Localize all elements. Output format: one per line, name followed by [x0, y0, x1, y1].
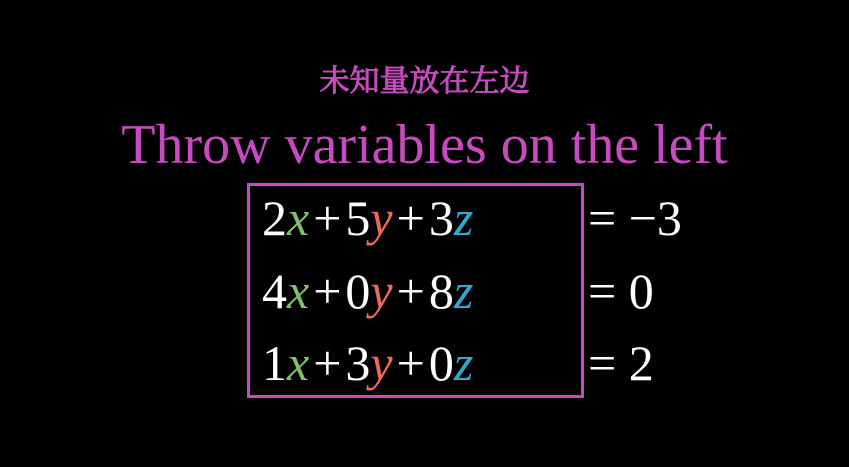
plus-sign: + [396, 263, 425, 319]
coef-z: 0 [428, 335, 454, 391]
title-english: Throw variables on the left [121, 114, 728, 176]
coef-y: 0 [345, 263, 371, 319]
var-y: y [370, 190, 393, 246]
rhs-value: 2 [628, 335, 654, 391]
equation-row-2-lhs [262, 263, 473, 319]
plus-sign: + [396, 190, 425, 246]
coef-y: 5 [345, 190, 371, 246]
plus-sign: + [313, 263, 342, 319]
equation-row-1-lhs [262, 190, 473, 246]
title-chinese: 未知量放在左边 [319, 64, 530, 99]
plus-sign: + [313, 190, 342, 246]
coef-z: 8 [428, 263, 454, 319]
var-y: y [370, 263, 393, 319]
var-y: y [370, 335, 393, 391]
coef-x: 1 [262, 335, 287, 391]
equals-sign: = [588, 335, 617, 391]
var-z: z [453, 335, 474, 391]
coef-z: 3 [428, 190, 454, 246]
coef-x: 2 [262, 190, 287, 246]
var-x: x [287, 190, 310, 246]
var-z: z [453, 190, 474, 246]
coef-x: 4 [262, 263, 287, 319]
var-z: z [453, 263, 474, 319]
equation-row-2-rhs [588, 263, 654, 319]
plus-sign: + [313, 335, 342, 391]
equals-sign: = [588, 263, 617, 319]
rhs-value: −3 [628, 190, 682, 246]
equation-row-1-rhs [588, 190, 682, 246]
equation-row-3-lhs [262, 335, 473, 391]
equation-row-3-rhs [588, 335, 654, 391]
rhs-value: 0 [628, 263, 654, 319]
plus-sign: + [396, 335, 425, 391]
equals-sign: = [588, 190, 617, 246]
coef-y: 3 [345, 335, 371, 391]
var-x: x [287, 335, 310, 391]
var-x: x [287, 263, 310, 319]
